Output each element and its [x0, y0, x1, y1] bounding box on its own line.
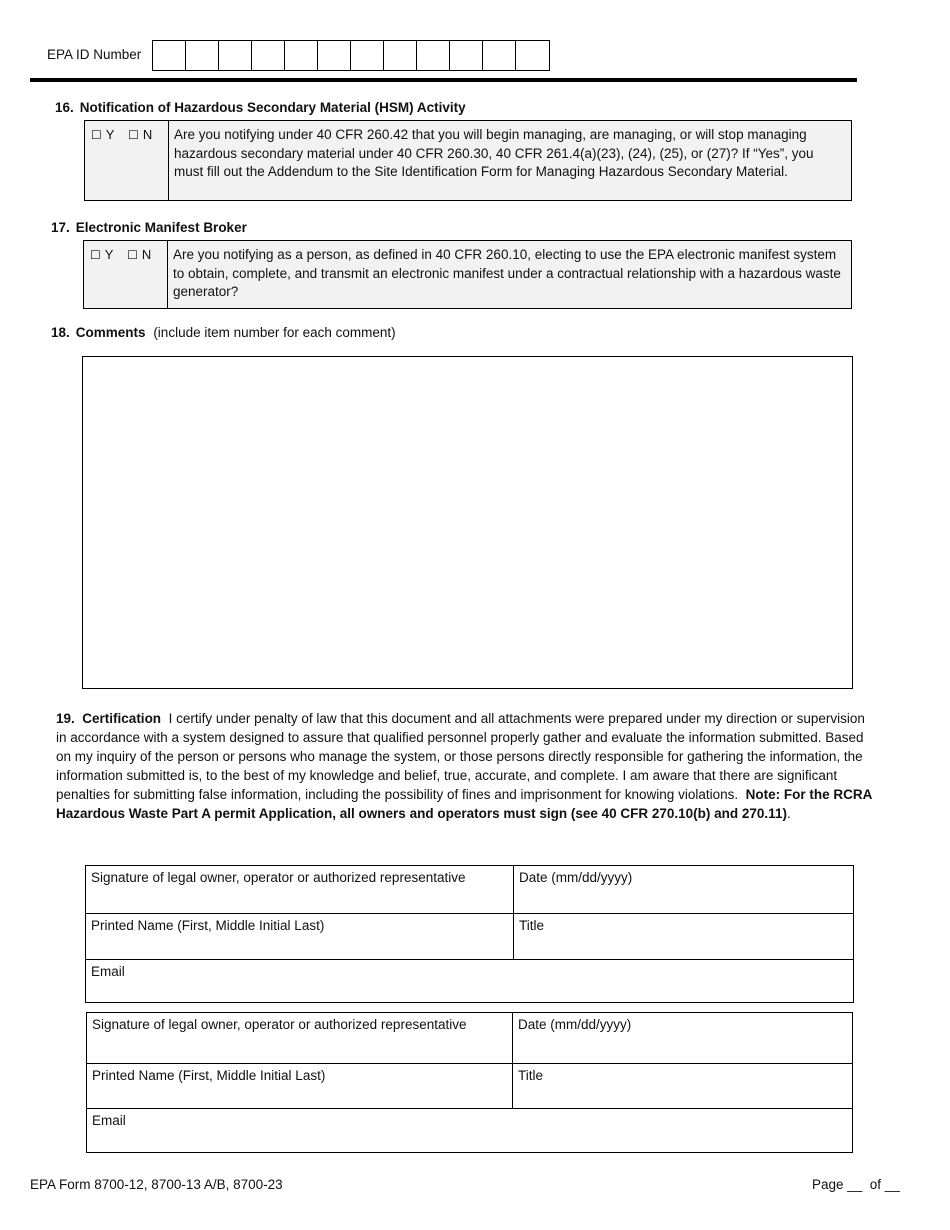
epa-id-cell[interactable]: [516, 41, 549, 70]
section-17-box: [83, 240, 852, 309]
section-16-yes-no: [85, 121, 169, 200]
epa-id-cell[interactable]: [285, 41, 318, 70]
date-field[interactable]: [514, 866, 853, 913]
comments-field[interactable]: [82, 356, 853, 689]
section-16-no-checkbox[interactable]: ☐: [128, 128, 139, 142]
section-17-no-label: N: [141, 247, 152, 262]
section-17-heading: Electronic Manifest Broker: [75, 220, 247, 235]
section-16-no-label: N: [142, 127, 153, 142]
signature-row: [87, 1013, 852, 1064]
section-16-box: [84, 120, 852, 201]
certification-note-end: .: [786, 806, 791, 821]
section-18-subtitle: (include item number for each comment): [153, 325, 396, 340]
section-16-number: 16.: [55, 100, 74, 115]
section-16-yes-checkbox[interactable]: ☐: [91, 128, 102, 142]
title-field[interactable]: [513, 1064, 852, 1108]
email-row: [86, 960, 853, 1002]
signature-block-2: [86, 1012, 853, 1153]
signature-block-1: [85, 865, 854, 1003]
section-17-question: Are you notifying as a person, as defined in 40 CFR 260.10, electing to use the EPA electronic manifest system to obtain, complete, and transmit an electronic manifest under a contractual relationship with a hazardous waste generator?: [173, 247, 841, 299]
date-field[interactable]: [513, 1013, 852, 1063]
epa-id-cell[interactable]: [450, 41, 483, 70]
signature-field[interactable]: [86, 866, 514, 913]
date-label: Date (mm/dd/yyyy): [519, 870, 633, 885]
epa-id-input-boxes[interactable]: [152, 40, 550, 71]
footer-page-number: Page __ of __: [812, 1177, 900, 1192]
footer-form-numbers: EPA Form 8700-12, 8700-13 A/B, 8700-23: [30, 1177, 283, 1192]
header-divider: [30, 78, 857, 82]
section-17-yes-checkbox[interactable]: ☐: [90, 248, 101, 262]
epa-id-label: EPA ID Number: [47, 47, 142, 62]
section-17-yes-label: Y: [104, 247, 114, 262]
certification-body: I certify under penalty of law that this document and all attachments were prepared under my direction or supervision in accordance with a system designed to assure that qualified personnel properly gather and evaluate the information submitted. Based on my inquiry of the person or persons who manage the system, or those persons directly responsible for gathering the information, the information submitted is, to the best of my knowledge and belief, true, accurate, and complete. I am aware that there are significant penalties for submitting false information, including the possibility of fines and imprisonment for knowing violations.: [56, 711, 865, 802]
section-17-no-checkbox[interactable]: ☐: [127, 248, 138, 262]
epa-id-cell[interactable]: [318, 41, 351, 70]
signature-field[interactable]: [87, 1013, 513, 1063]
email-label: Email: [92, 1113, 126, 1128]
section-19-heading: Certification: [82, 711, 162, 726]
title-field[interactable]: [514, 914, 853, 959]
section-17-yes-no: [84, 241, 168, 308]
epa-id-cell[interactable]: [153, 41, 186, 70]
printed-name-label: Printed Name (First, Middle Initial Last): [92, 1068, 326, 1083]
section-18-title: [51, 325, 396, 340]
epa-id-cell[interactable]: [252, 41, 285, 70]
name-title-row: [87, 1064, 852, 1109]
section-16-title: [55, 100, 466, 115]
section-16-question: Are you notifying under 40 CFR 260.42 that you will begin managing, are managing, or will stop managing hazardous secondary material under 40 CFR 260.30, 40 CFR 261.4(a)(23), (24), (25), or (27)? If “Yes”, you must fill out the Addendum to the Site Identification Form for Managing Hazardous Secondary Material.: [174, 127, 814, 179]
section-16-yes-label: Y: [105, 127, 115, 142]
section-17-number: 17.: [51, 220, 70, 235]
printed-name-field[interactable]: [87, 1064, 513, 1108]
signature-label: Signature of legal owner, operator or authorized representative: [92, 1017, 467, 1032]
section-18-heading: Comments: [75, 325, 146, 340]
certification-note: Note: For the RCRA Hazardous Waste Part A permit Application, all owners and operators must sign (see 40 CFR 270.10(b) and 270.11): [56, 787, 872, 821]
email-field[interactable]: [86, 960, 853, 1002]
certification-text: [56, 709, 876, 823]
signature-row: [86, 866, 853, 914]
section-17-title: [51, 220, 247, 235]
epa-id-cell[interactable]: [351, 41, 384, 70]
email-field[interactable]: [87, 1109, 852, 1151]
epa-id-cell[interactable]: [417, 41, 450, 70]
epa-id-cell[interactable]: [384, 41, 417, 70]
name-title-row: [86, 914, 853, 960]
printed-name-label: Printed Name (First, Middle Initial Last): [91, 918, 325, 933]
epa-id-cell[interactable]: [186, 41, 219, 70]
title-label: Title: [519, 918, 545, 933]
section-19-number: 19.: [56, 711, 75, 726]
epa-id-cell[interactable]: [483, 41, 516, 70]
email-label: Email: [91, 964, 125, 979]
date-label: Date (mm/dd/yyyy): [518, 1017, 632, 1032]
printed-name-field[interactable]: [86, 914, 514, 959]
epa-id-cell[interactable]: [219, 41, 252, 70]
email-row: [87, 1109, 852, 1151]
title-label: Title: [518, 1068, 544, 1083]
signature-label: Signature of legal owner, operator or authorized representative: [91, 870, 466, 885]
section-16-heading: Notification of Hazardous Secondary Material (HSM) Activity: [79, 100, 466, 115]
section-18-number: 18.: [51, 325, 70, 340]
